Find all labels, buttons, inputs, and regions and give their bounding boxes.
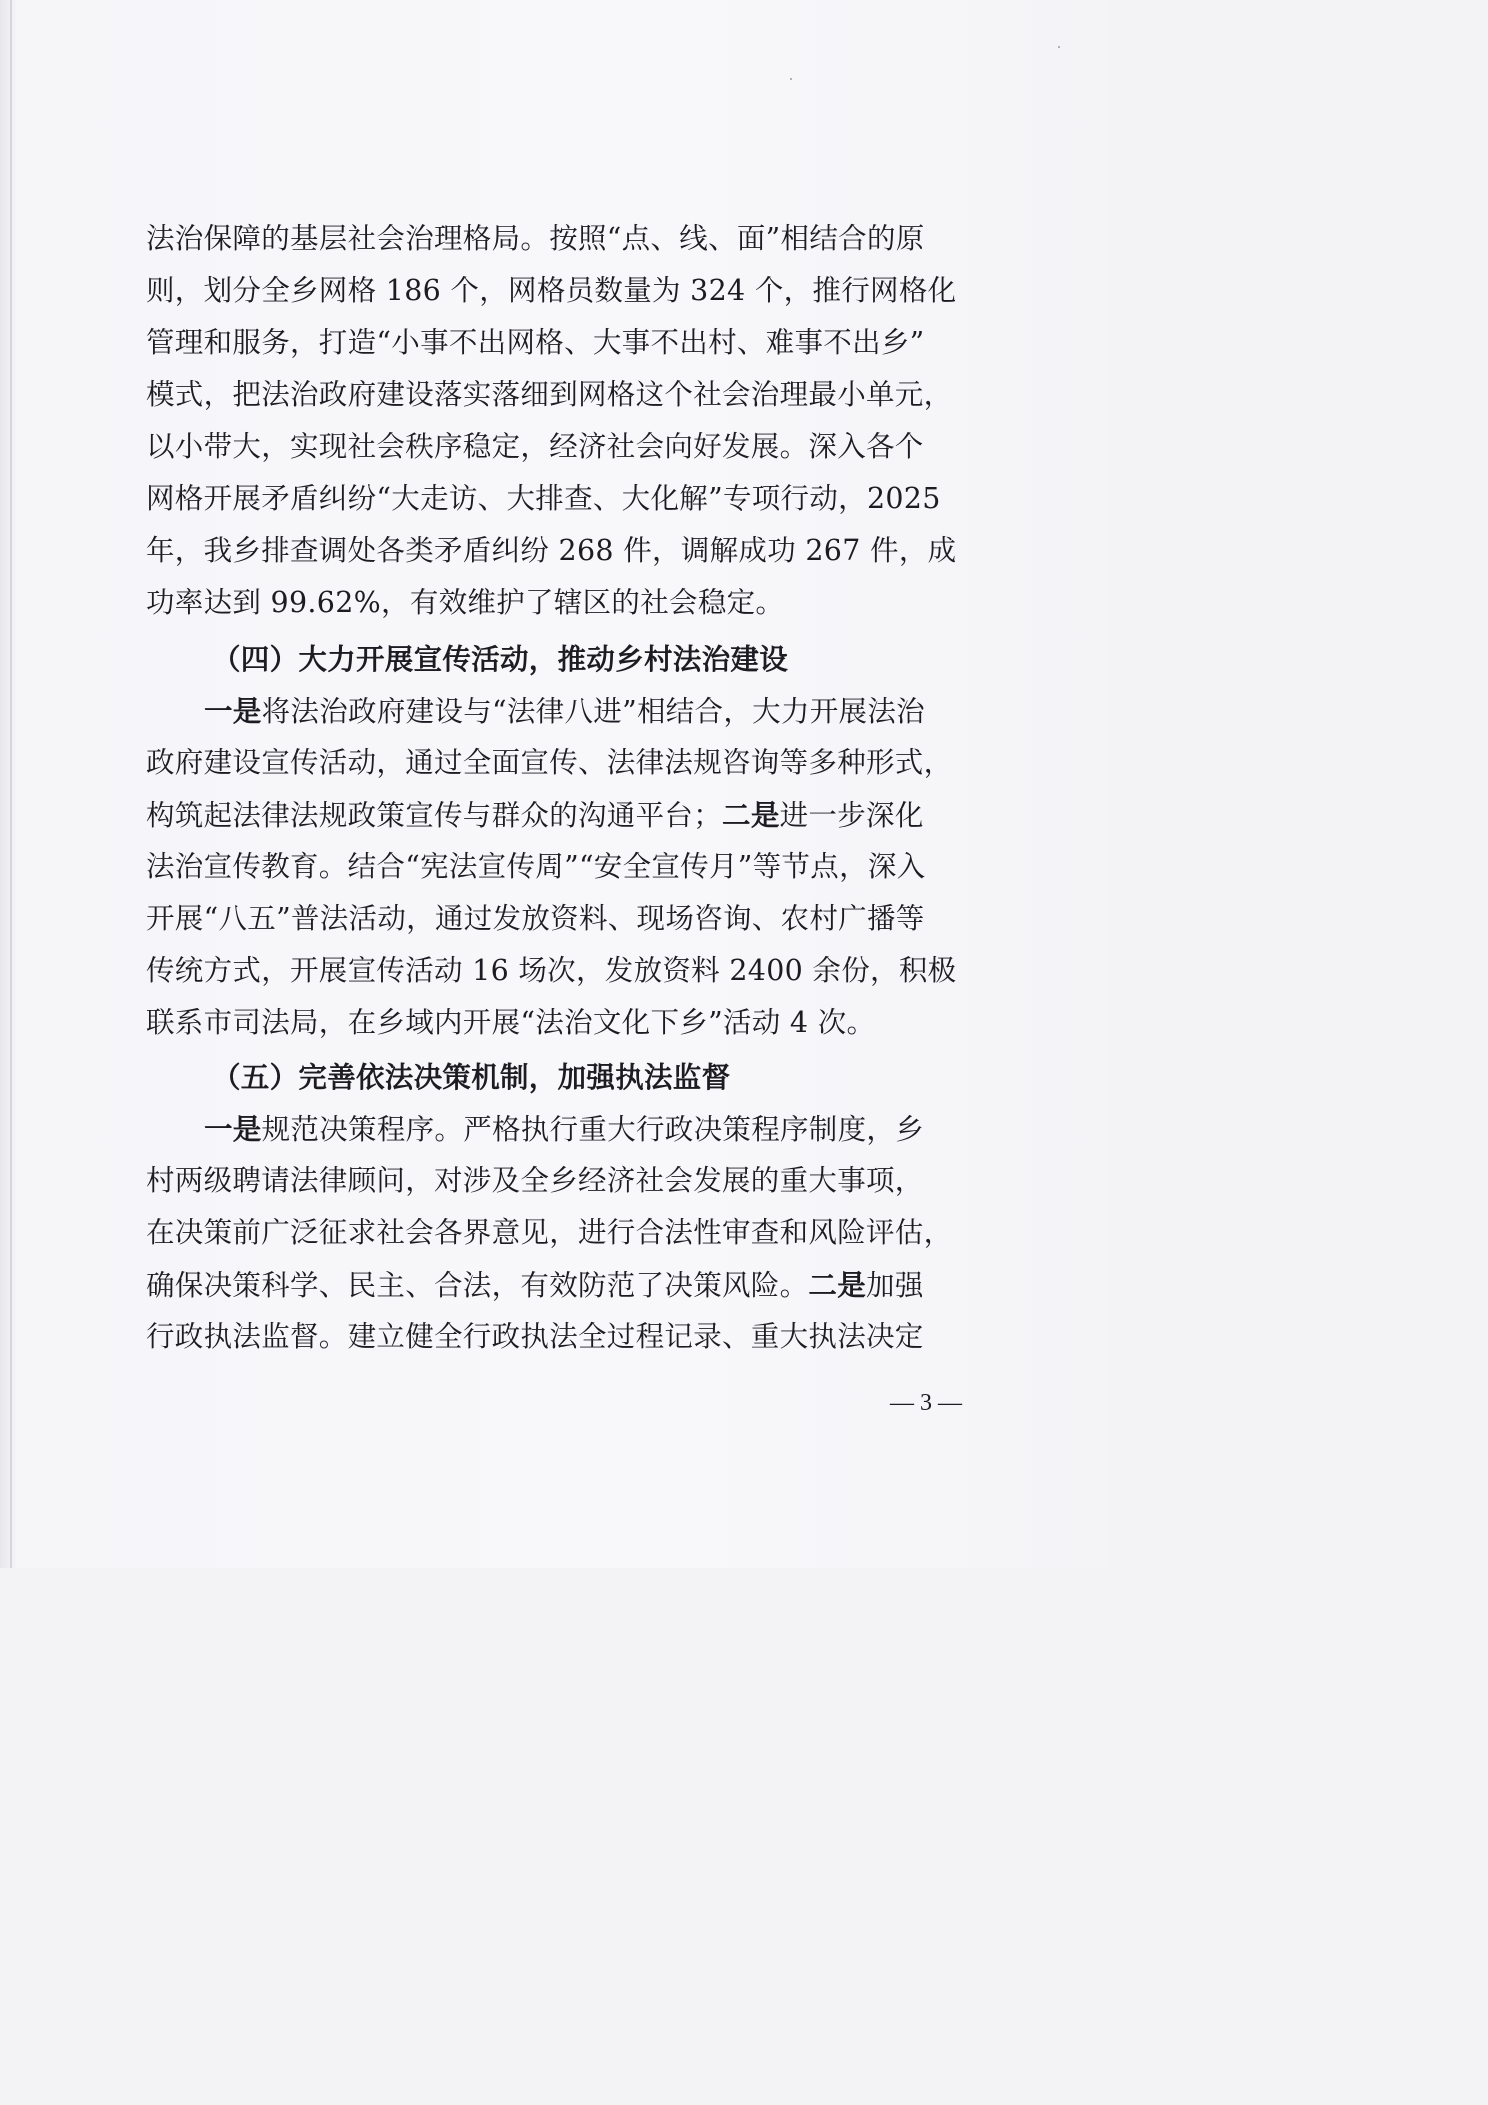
scan-speck — [1058, 46, 1060, 48]
paragraph-line — [204, 1112, 924, 1146]
paragraph-line — [146, 798, 924, 832]
section-heading-5: （五）完善依法决策机制，加强执法监督 — [212, 1060, 731, 1094]
line-text: 将法治政府建设与“法律八进”相结合，大力开展法治 — [261, 695, 925, 728]
paragraph-line: 管理和服务，打造“小事不出网格、大事不出村、难事不出乡” — [146, 326, 925, 359]
paragraph-line: 法治宣传教育。结合“宪法宣传周”“安全宣传月”等节点，深入 — [146, 850, 926, 883]
line-text: 加强 — [866, 1269, 924, 1302]
paragraph-line: 传统方式，开展宣传活动 16 场次，发放资料 2400 余份，积极 — [146, 954, 957, 987]
page-edge-shadow — [10, 0, 12, 1568]
section-heading-4: （四）大力开展宣传活动，推动乡村法治建设 — [212, 642, 789, 676]
paragraph-line: 联系市司法局，在乡域内开展“法治文化下乡”活动 4 次。 — [146, 1006, 876, 1039]
line-text: 进一步深化 — [779, 799, 924, 832]
paragraph-line: 则，划分全乡网格 186 个，网格员数量为 324 个，推行网格化 — [146, 274, 957, 307]
lead-phrase: 二是 — [722, 798, 780, 832]
line-text: 构筑起法律法规政策宣传与群众的沟通平台； — [146, 799, 723, 832]
lead-phrase: 一是 — [204, 1112, 262, 1146]
lead-phrase: 二是 — [808, 1268, 867, 1302]
paragraph-line: 年，我乡排查调处各类矛盾纠纷 268 件，调解成功 267 件，成 — [146, 534, 957, 567]
paragraph-line: 以小带大，实现社会秩序稳定，经济社会向好发展。深入各个 — [146, 430, 924, 463]
paragraph-line — [204, 694, 925, 728]
paragraph-line: 网格开展矛盾纠纷“大走访、大排查、大化解”专项行动，2025 — [146, 482, 941, 515]
paragraph-line: 在决策前广泛征求社会各界意见，进行合法性审查和风险评估， — [146, 1216, 953, 1249]
paragraph-line: 法治保障的基层社会治理格局。按照“点、线、面”相结合的原 — [146, 222, 925, 255]
paragraph-line: 开展“八五”普法活动，通过发放资料、现场咨询、农村广播等 — [146, 902, 925, 935]
paragraph-line: 村两级聘请法律顾问，对涉及全乡经济社会发展的重大事项， — [146, 1164, 924, 1197]
paragraph-line: 功率达到 99.62%，有效维护了辖区的社会稳定。 — [146, 586, 785, 619]
paragraph-line: 模式，把法治政府建设落实落细到网格这个社会治理最小单元， — [146, 378, 953, 411]
line-text: 规范决策程序。严格执行重大行政决策程序制度，乡 — [261, 1113, 925, 1146]
lead-phrase: 一是 — [204, 694, 262, 728]
paragraph-line: 政府建设宣传活动，通过全面宣传、法律法规咨询等多种形式， — [146, 746, 953, 779]
scan-speck — [790, 78, 792, 80]
page-number: — 3 — — [890, 1390, 962, 1416]
paragraph-line: 行政执法监督。建立健全行政执法全过程记录、重大执法决定 — [146, 1320, 924, 1353]
paragraph-line — [146, 1268, 924, 1302]
line-text: 确保决策科学、民主、合法，有效防范了决策风险。 — [146, 1269, 809, 1302]
